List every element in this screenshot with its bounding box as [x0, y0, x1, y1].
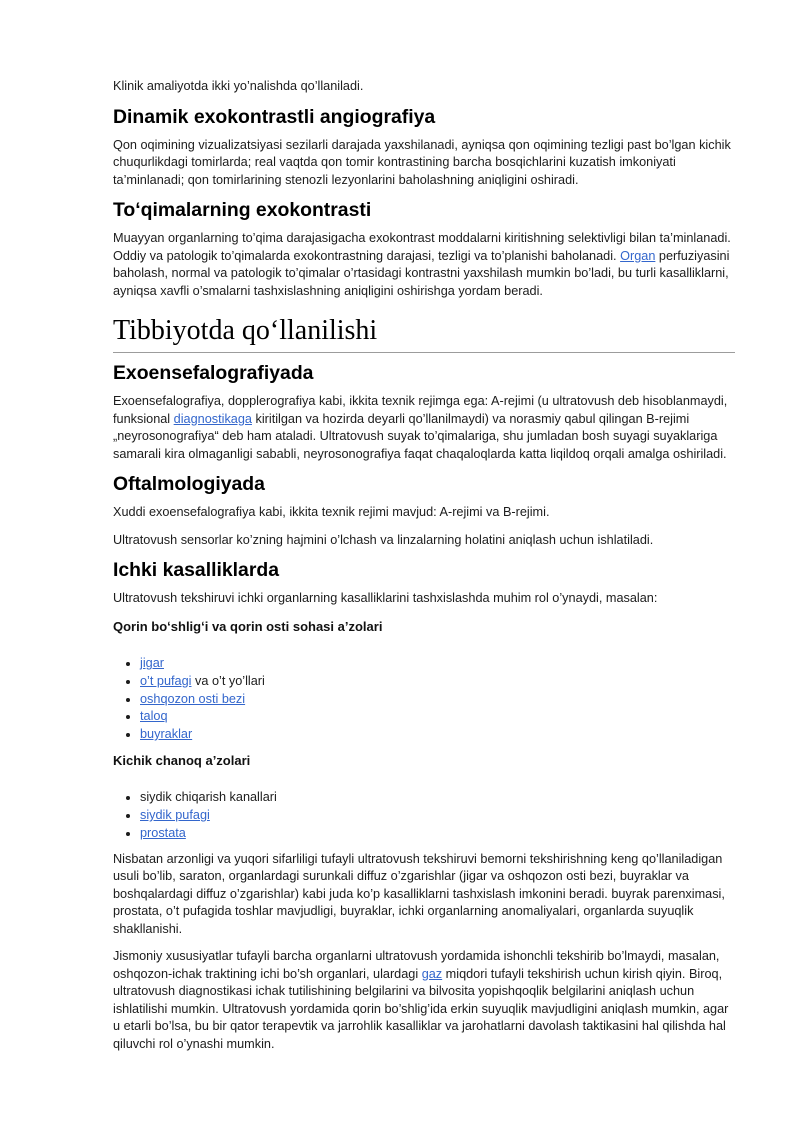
paragraph-oftalmologiya-1: Xuddi exoensefalografiya kabi, ikkita texnik rejimi mavjud: A-rejimi va B-rejimi.: [113, 505, 550, 519]
link-taloq[interactable]: taloq: [140, 709, 168, 724]
list-item: [140, 655, 735, 673]
text-segment: kiritilgan va hozirda deyarli qo’llanilmaydi) va norasmiy qabul qilingan B-rejimi „neyrosonografiya“ deb ham ataladi. Ultratovush suyak to’qimalariga, shu jumladan bosh suyagi suyaklariga samarali kira olmaganligi sababli, neyrosonografiya faqat chaqaloqlarda katta liqildoq orqali amalga oshiriladi.: [113, 411, 727, 461]
list-item: [140, 825, 735, 843]
text-segment: perfuziyasini baholash, normal va patologik to’qimalar o’rtasidagi kontrastni yaxshilash mumkin bo’ladi, bu turli kasalliklarni, ayniqsa xavfli o’smalarni tashxislashning aniqligini oshirishga yordam beradi.: [113, 248, 733, 298]
document-content: [113, 78, 735, 1053]
heading-dinamik-exokontrastli-angiografiya: Dinamik exokontrastli angiografiya: [113, 105, 436, 128]
intro-paragraph: Klinik amaliyotda ikki yo’nalishda qo’llaniladi.: [113, 79, 364, 93]
link-organ[interactable]: Organ: [620, 248, 656, 263]
heading-ichki-kasalliklarda: Ichki kasalliklarda: [113, 559, 280, 581]
list-item: [140, 708, 735, 726]
paragraph-toqimalar: [113, 230, 735, 300]
text-segment: Exoensefalografiya, dopplerografiya kabi, ikkita texnik rejimga ega: A-rejimi (u ultratovush deb hisoblanmaydi, funksional: [113, 394, 731, 426]
text-segment: siydik chiqarish kanallari: [140, 790, 277, 805]
link-diagnostikaga[interactable]: diagnostikaga: [173, 411, 252, 426]
link-buyraklar[interactable]: buyraklar: [140, 727, 193, 742]
heading-tibbiyotda-qollanilishi: Tibbiyotda qoʻllanilishi: [113, 314, 735, 353]
paragraph-jismoniy: [113, 948, 735, 1053]
link-jigar[interactable]: jigar: [140, 656, 164, 670]
paragraph-oftalmologiya-2: Ultratovush sensorlar ko’zning hajmini o’lchash va linzalarning holatini aniqlash uchun ishlatiladi.: [113, 532, 654, 547]
text-segment: va o’t yo’llari: [191, 673, 265, 688]
link-prostata[interactable]: prostata: [140, 826, 186, 841]
paragraph-ichki-intro: Ultratovush tekshiruvi ichki organlarning kasalliklarini tashxislashda muhim rol o’ynaydi, masalan:: [113, 591, 658, 605]
paragraph-exoensefalografiya: [113, 393, 735, 463]
subheading-qorin-boshligi: Qorin boʻshligʻi va qorin osti sohasi a’zolari: [113, 618, 383, 634]
paragraph-nisbatan: Nisbatan arzonligi va yuqori sifarliligi tufayli ultratovush tekshiruvi bemorni tekshirishning keng qo’llaniladigan usuli bo’lib, saraton, organlardagi surunkali diffuz o’zgarishlar (jigar va oshqozon osti bezi, buyraklar va boshqalardagi diffuz o’zgarishlar) kabi juda ko’p kasalliklarni tashxislash imkonini beradi. buyrak parenximasi, prostata, o’t pufagida toshlar mavjudligi, buyraklar, ichki organlarning anomaliyalari, organlarda suyuqlik shakllanishi.: [113, 851, 725, 936]
link-gaz[interactable]: gaz: [421, 966, 443, 981]
list-item: [140, 807, 735, 825]
heading-toqimalarning-exokontrasti: Toʻqimalarning exokontrasti: [113, 199, 372, 221]
text-segment: miqdori tufayli tekshirish uchun kirish qiyin. Biroq, ultratovush diagnostikasi ichak tutilishining belgilarini va bilvosita yopishqoqlik belgilarini aniqlash uchun ishlatilishi mumkin. Ultratovush yordamida qorin bo’shlig’ida erkin suyuqlik mavjudligini aniqlash mumkin, agar u etarli bo’lsa, bu bir qator terapevtik va jarrohlik kasalliklar va jarohatlarni davolash taktikasini hal qilishda hal qiluvchi rol o’ynashi mumkin.: [113, 966, 732, 1051]
text-segment: Jismoniy xususiyatlar tufayli barcha organlarni ultratovush yordamida ishonchli tekshirib bo’lmaydi, masalan, oshqozon-ichak traktining ichi bo’sh organlari, ulardagi: [113, 949, 723, 981]
list-kichik-chanoq: [113, 789, 735, 842]
subheading-kichik-chanoq: Kichik chanoq a’zolari: [113, 752, 251, 768]
list-item: [140, 673, 735, 691]
link-oshqozon-osti-bezi[interactable]: oshqozon osti bezi: [140, 691, 246, 706]
list-item: [140, 691, 735, 709]
list-item: [140, 726, 735, 744]
heading-exoensefalografiyada: Exoensefalografiyada: [113, 362, 314, 384]
paragraph-dinamik: Qon oqimining vizualizatsiyasi sezilarli darajada yaxshilanadi, ayniqsa qon oqimining tezligi past bo’lgan kichik chuqurlikdagi tomirlarda; real vaqtda qon tomir kontrastining barcha bosqichlarini kuzatish imkoniyati ta’minlanadi; qon tomirlarining stenozli lezyonlarini baholashning aniqligini oshiradi.: [113, 137, 731, 187]
link-ot-pufagi[interactable]: o’t pufagi: [140, 673, 192, 688]
link-siydik-pufagi[interactable]: siydik pufagi: [140, 808, 210, 823]
text-segment: Muayyan organlarning to’qima darajasigacha exokontrast moddalarni kiritishning selektivligi bilan ta’minlanadi. Oddiy va patologik to’qimalarda exokontrastning darajasi, tezligi va to’planishi baholanadi.: [113, 231, 735, 263]
heading-oftalmologiyada: Oftalmologiyada: [113, 473, 265, 495]
list-item: [140, 789, 735, 807]
list-qorin-azolari: [113, 655, 735, 744]
